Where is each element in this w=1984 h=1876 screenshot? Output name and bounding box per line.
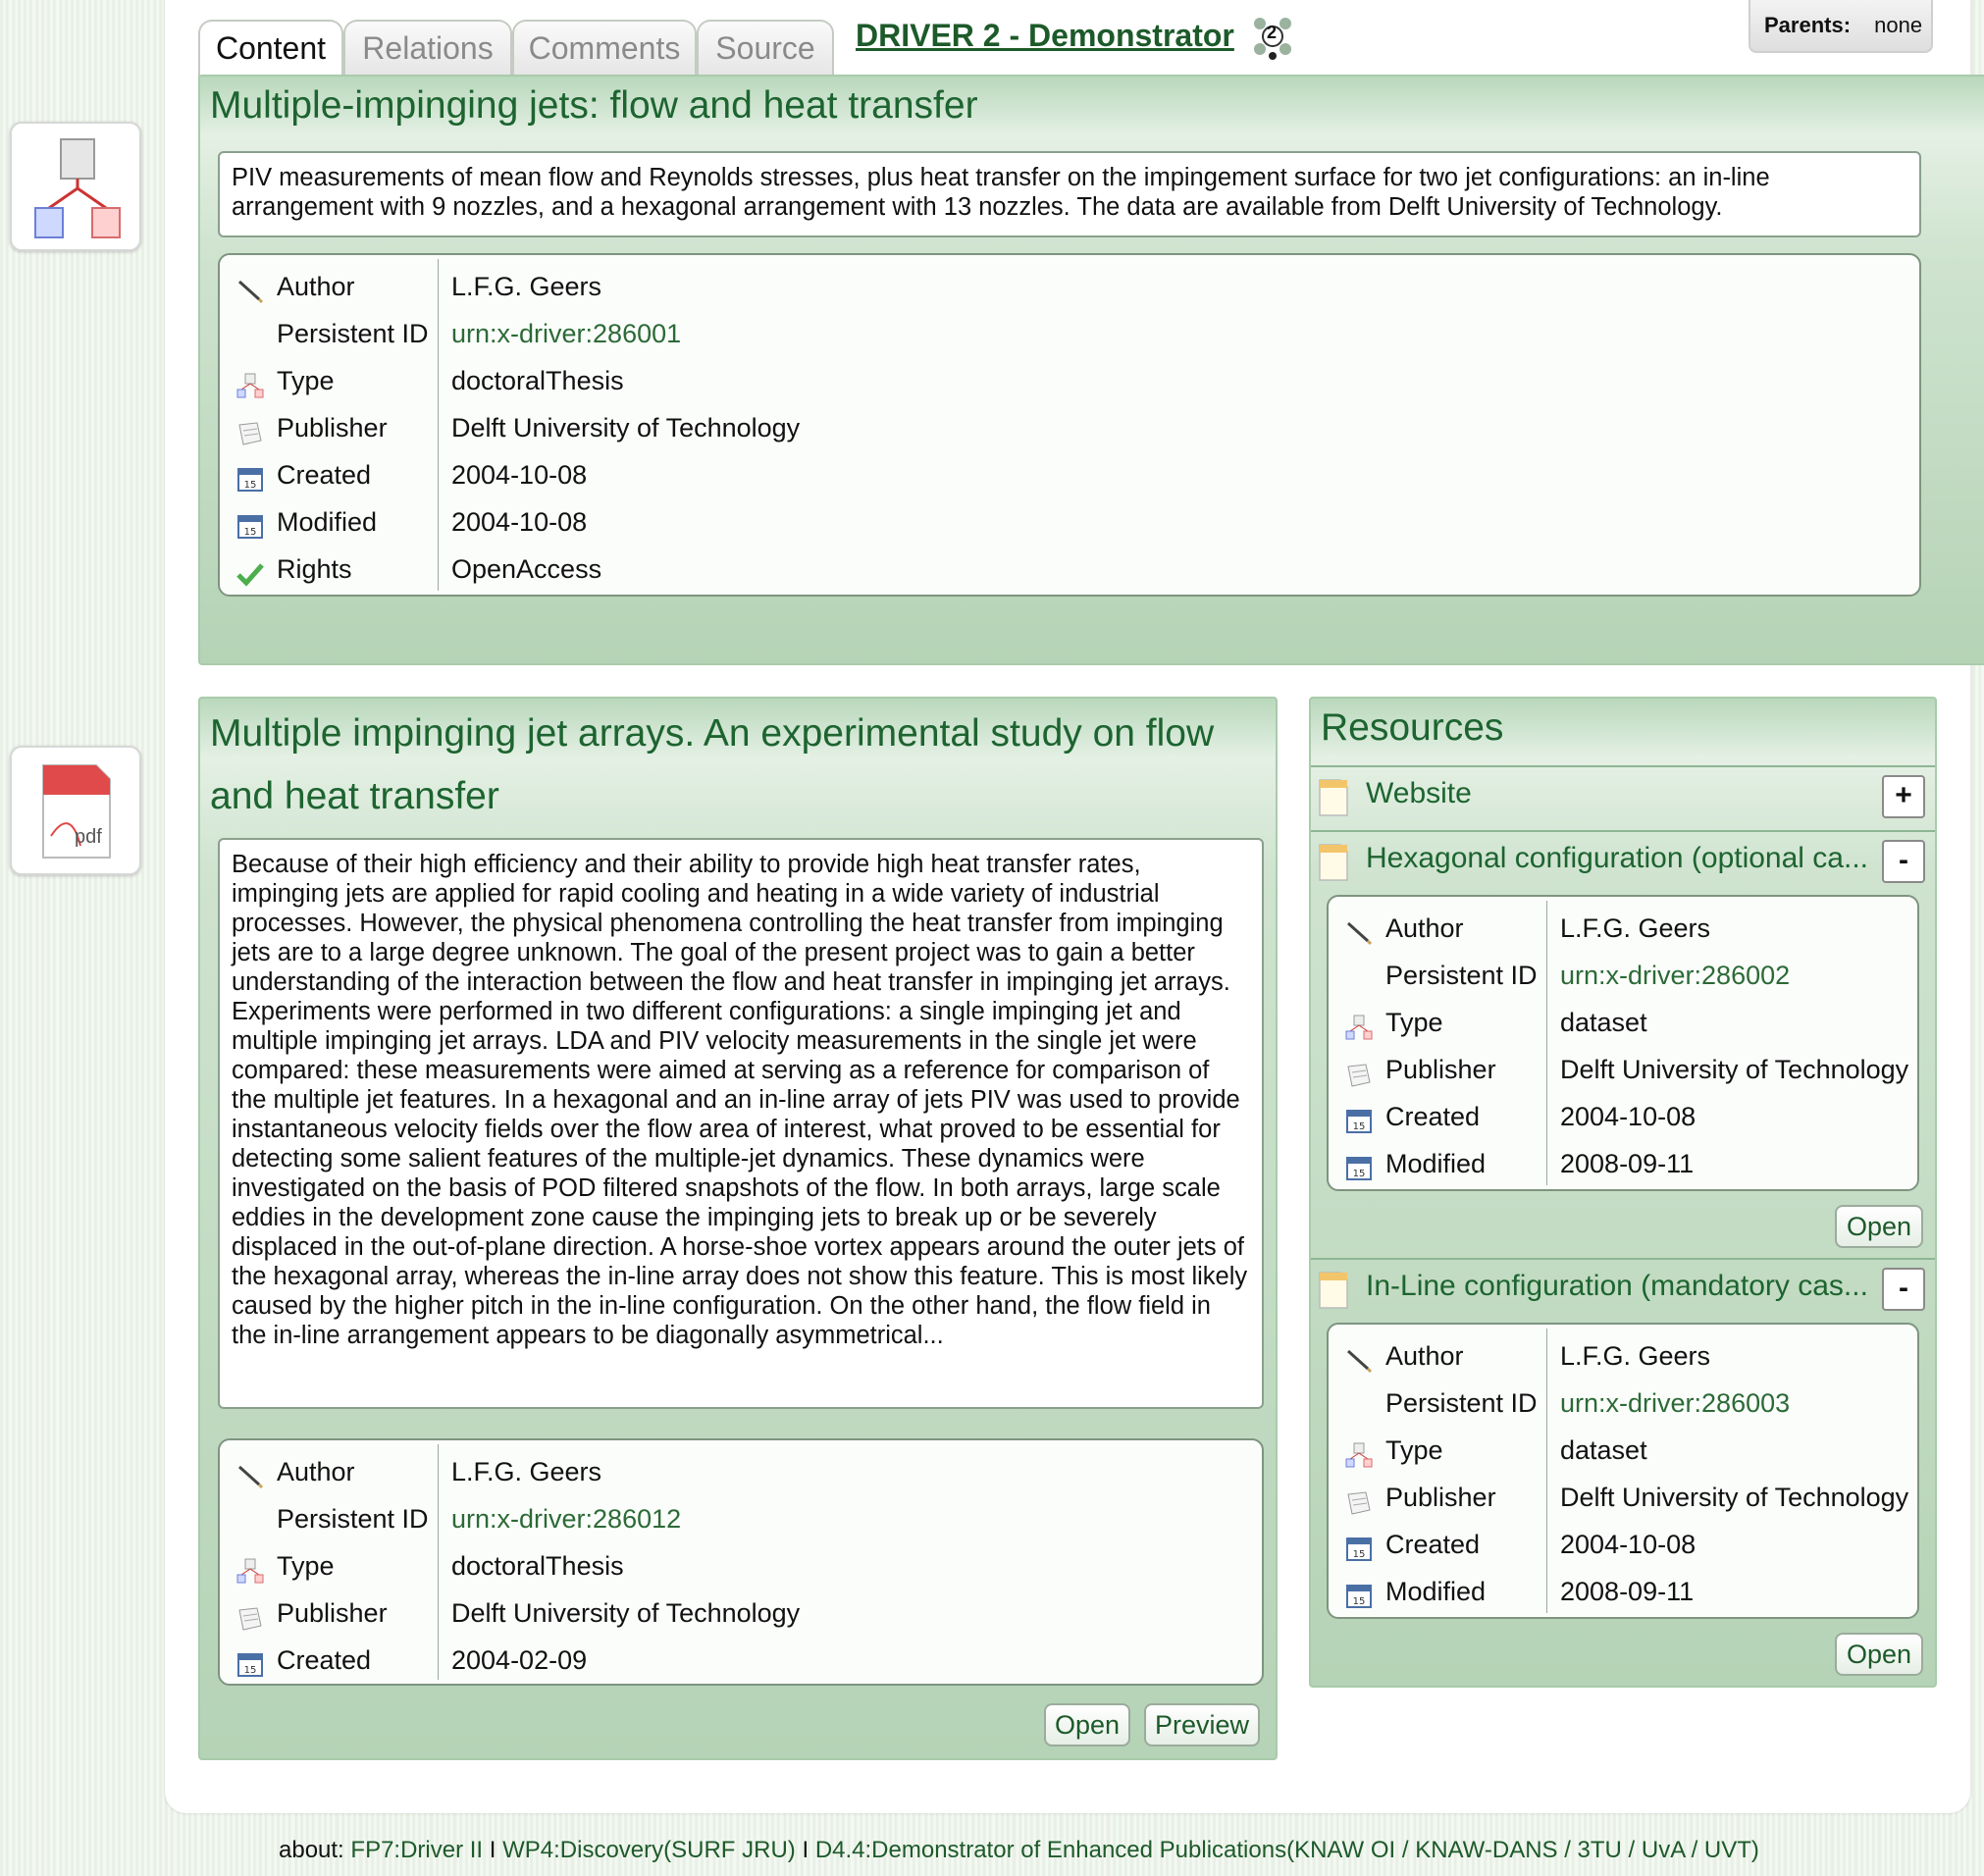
metadata-value: 2008-09-11: [1560, 1577, 1695, 1606]
metadata-label: Type: [277, 366, 335, 395]
thesis-title-line1: Multiple impinging jet arrays. An experimental study on flow: [210, 712, 1215, 755]
main-record-panel: [198, 75, 1984, 665]
calendar-icon: [235, 508, 265, 536]
svg-text:15: 15: [1352, 1549, 1366, 1560]
calendar-icon: [235, 461, 265, 489]
persistent-id-link[interactable]: urn:x-driver:286012: [451, 1504, 682, 1534]
svg-text:15: 15: [1352, 1169, 1366, 1179]
parents-box: [1749, 0, 1933, 53]
publisher-icon: [235, 1599, 265, 1627]
type-icon: [1344, 1436, 1374, 1464]
svg-text:15: 15: [243, 527, 257, 538]
metadata-value: dataset: [1560, 1008, 1647, 1037]
inline-open-button[interactable]: Open: [1835, 1633, 1923, 1676]
metadata-value: doctoralThesis: [451, 366, 624, 395]
metadata-label: Created: [1385, 1530, 1481, 1559]
metadata-label: Modified: [277, 507, 378, 537]
thesis-open-button[interactable]: Open: [1044, 1703, 1130, 1746]
footer: [279, 1837, 1759, 1864]
parents-value: none: [1874, 13, 1923, 37]
footer-separator: I: [795, 1837, 815, 1863]
thesis-preview-button[interactable]: Preview: [1144, 1703, 1260, 1746]
relations-graph-button[interactable]: [10, 122, 141, 251]
hexagonal-metadata: [1327, 895, 1919, 1191]
thesis-abstract: Because of their high efficiency and their ability to provide high heat transfer rates, impinging jets are applied for rapid cooling and heating in a wide variety of industrial processes. However, the physical phenomena controlling the heat transfer from impinging jets are to a large degree unknown. The goal of the present project was to gain a better understanding of the interaction between the flow and heat transfer in impinging jet arrays. Experiments were performed in two different configurations: a single impinging jet and multiple impinging jet arrays. LDA and PIV velocity measurements in the single jet were compared: these measurements were aimed at serving as a reference for comparison of the multiple jet features. In a hexagonal and an in-line array of jets PIV was used to provide instantaneous velocity fields over the flow area of interest, what proved to be essential for detecting some salient features of the multiple-jet dynamics. These dynamics were investigated on the basis of POD filtered snapshots of the flow. In both arrays, large scale eddies in the development zone cause the impinging jets to break up or be severely displaced in the out-of-plane direction. A horse-shoe vortex appears around the outer jets of the hexagonal array, whereas the in-line array does not show this feature. This is most likely caused by the higher pitch in the in-line configuration. On the other hand, the flow field in the in-line arrangement appears to be diagonally asymmetrical...: [218, 838, 1264, 1409]
type-icon: [235, 1552, 265, 1580]
metadata-value: L.F.G. Geers: [1560, 1341, 1711, 1371]
xml-document-icon: [1319, 844, 1348, 881]
checkmark-icon: [235, 555, 265, 583]
metadata-value: 2004-10-08: [1560, 1102, 1697, 1131]
metadata-value: 2008-09-11: [1560, 1149, 1695, 1178]
pdf-label: pdf: [75, 826, 102, 848]
tab-relations-label: Relations: [362, 30, 494, 66]
svg-text:15: 15: [243, 480, 257, 491]
collapse-hexagonal-button[interactable]: -: [1882, 840, 1925, 883]
pencil-icon: [1344, 914, 1374, 942]
tab-comments-label: Comments: [528, 30, 681, 66]
calendar-icon: [1344, 1578, 1374, 1605]
metadata-label: Created: [277, 460, 372, 490]
metadata-value: 2004-10-08: [1560, 1530, 1697, 1559]
metadata-label: Persistent ID: [1385, 961, 1538, 990]
calendar-icon: [235, 1646, 265, 1674]
thesis-title: [210, 703, 1214, 828]
calendar-icon: [1344, 1150, 1374, 1177]
main-record-metadata: [218, 253, 1921, 597]
publisher-icon: [1344, 1484, 1374, 1511]
thesis-title-line2: and heat transfer: [210, 775, 499, 817]
pencil-icon: [1344, 1342, 1374, 1370]
metadata-value: dataset: [1560, 1435, 1647, 1465]
metadata-value: Delft University of Technology: [1560, 1483, 1909, 1512]
footer-separator: I: [483, 1837, 503, 1863]
xml-document-icon: [1319, 1272, 1348, 1309]
metadata-label: Publisher: [1385, 1483, 1496, 1512]
metadata-label: Publisher: [1385, 1055, 1496, 1084]
relations-graph-icon: [12, 124, 139, 249]
hexagonal-open-button[interactable]: Open: [1835, 1205, 1923, 1248]
tab-comments[interactable]: [512, 20, 697, 75]
demonstrator-link[interactable]: DRIVER 2 - Demonstrator: [856, 18, 1234, 53]
persistent-id-link[interactable]: urn:x-driver:286002: [1560, 961, 1791, 990]
resource-inline-header[interactable]: [1311, 1258, 1935, 1321]
svg-text:15: 15: [1352, 1596, 1366, 1607]
tab-source-label: Source: [715, 30, 815, 66]
metadata-label: Author: [1385, 1341, 1464, 1371]
metadata-value: L.F.G. Geers: [1560, 913, 1711, 943]
metadata-value: Delft University of Technology: [451, 1598, 801, 1628]
footer-link-wp4[interactable]: WP4:Discovery(SURF JRU): [502, 1837, 796, 1863]
metadata-label: Author: [1385, 913, 1464, 943]
parents-label: Parents:: [1764, 13, 1852, 37]
type-icon: [1344, 1009, 1374, 1036]
tab-source[interactable]: [697, 20, 834, 75]
footer-link-d44[interactable]: D4.4:Demonstrator of Enhanced Publications(KNAW OI / KNAW-DANS / 3TU / UvA / UVT): [814, 1837, 1759, 1863]
metadata-label: Created: [1385, 1102, 1481, 1131]
metadata-value: 2004-10-08: [451, 507, 588, 537]
svg-text:15: 15: [243, 1665, 257, 1676]
metadata-label: Type: [277, 1551, 335, 1581]
publisher-icon: [235, 414, 265, 442]
metadata-value: L.F.G. Geers: [451, 1457, 602, 1486]
main-record-title: Multiple-impinging jets: flow and heat transfer: [210, 84, 978, 127]
metadata-label: Type: [1385, 1008, 1443, 1037]
metadata-value: 2004-02-09: [451, 1645, 588, 1675]
pdf-button[interactable]: [10, 746, 141, 875]
metadata-label: Author: [277, 1457, 355, 1486]
main-record-description: PIV measurements of mean flow and Reynolds stresses, plus heat transfer on the impingement surface for two jet configurations: an in-line arrangement with 9 nozzles, and a hexagonal arrangement with 13 nozzles. The data are available from Delft University of Technology.: [218, 151, 1921, 237]
graph-badge-icon[interactable]: [1248, 12, 1297, 61]
thesis-panel: [198, 697, 1278, 1760]
graph-badge-count: 2: [1267, 23, 1278, 42]
metadata-label: Persistent ID: [1385, 1388, 1538, 1418]
html-document-icon: [1319, 779, 1348, 816]
publisher-icon: [1344, 1056, 1374, 1083]
collapse-inline-button[interactable]: -: [1882, 1268, 1925, 1311]
calendar-icon: [1344, 1103, 1374, 1130]
resource-website-label: Website: [1366, 777, 1472, 809]
metadata-value: Delft University of Technology: [1560, 1055, 1909, 1084]
tab-content[interactable]: [198, 20, 343, 78]
metadata-label: Rights: [277, 554, 352, 584]
pdf-icon: [12, 748, 139, 873]
resource-inline-label: In-Line configuration (mandatory cas...: [1366, 1270, 1868, 1302]
metadata-value: Delft University of Technology: [451, 413, 801, 443]
metadata-label: Persistent ID: [277, 1504, 429, 1534]
metadata-label: Modified: [1385, 1577, 1487, 1606]
resource-website-header[interactable]: [1311, 765, 1935, 828]
pencil-icon: [235, 273, 265, 300]
type-icon: [235, 367, 265, 394]
metadata-label: Type: [1385, 1435, 1443, 1465]
footer-link-driver[interactable]: FP7:Driver II: [350, 1837, 484, 1863]
metadata-label: Publisher: [277, 1598, 388, 1628]
persistent-id-link[interactable]: urn:x-driver:286003: [1560, 1388, 1791, 1418]
metadata-label: Created: [277, 1645, 372, 1675]
metadata-label: Author: [277, 272, 355, 301]
footer-prefix: about:: [279, 1837, 351, 1863]
pencil-icon: [235, 1458, 265, 1485]
expand-website-button[interactable]: +: [1882, 775, 1925, 818]
calendar-icon: [1344, 1531, 1374, 1558]
tab-content-label: Content: [215, 30, 327, 66]
metadata-value: 2004-10-08: [451, 460, 588, 490]
metadata-value: L.F.G. Geers: [451, 272, 602, 301]
metadata-label: Publisher: [277, 413, 388, 443]
resource-hexagonal-header[interactable]: [1311, 830, 1935, 893]
resource-hexagonal-label: Hexagonal configuration (optional ca...: [1366, 842, 1868, 874]
resources-title: Resources: [1321, 706, 1504, 749]
inline-metadata: [1327, 1323, 1919, 1619]
thesis-metadata: [218, 1438, 1264, 1686]
metadata-label: Modified: [1385, 1149, 1487, 1178]
persistent-id-link[interactable]: urn:x-driver:286001: [451, 319, 682, 348]
metadata-value: doctoralThesis: [451, 1551, 624, 1581]
resources-panel: [1309, 697, 1937, 1688]
metadata-value: OpenAccess: [451, 554, 602, 584]
metadata-label: Persistent ID: [277, 319, 429, 348]
tab-relations[interactable]: [343, 20, 512, 75]
svg-text:15: 15: [1352, 1121, 1366, 1132]
